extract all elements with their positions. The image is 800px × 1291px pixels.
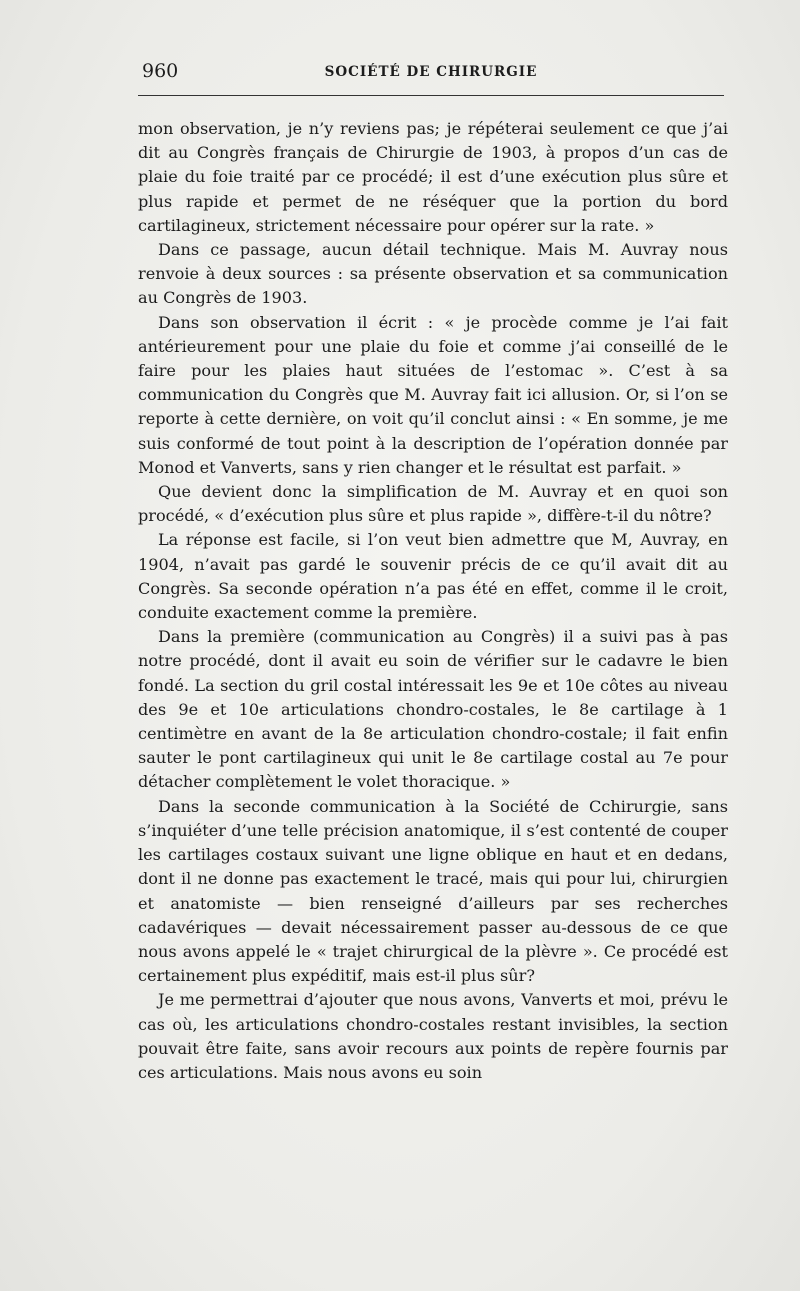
paragraph: Dans la seconde communication à la Société de Cchirurgie, sans s’inquiéter d’une telle précision anatomique, il s’est contenté de couper les cartilages costaux suivant une ligne oblique en haut et en dedans, dont il ne donne pas exactement le tracé, mais qui pour lui, chirurgien et anatomiste — bien renseigné d’ailleurs par ses recherches cadavériques — devait nécessairement passer au-dessous de ce que nous avons appelé le « trajet chirurgical de la plèvre ». Ce procédé est certainement plus expéditif, mais est-il plus sûr? (138, 796, 728, 986)
paragraph: Que devient donc la simplification de M. Auvray et en quoi son procédé, « d’exécution plus sûre et plus rapide », diffère-t-il du nôtre? (138, 482, 728, 526)
paragraph: Dans ce passage, aucun détail technique. Mais M. Auvray nous renvoie à deux sources : sa présente observation et sa communication au Congrès de 1903. (138, 240, 728, 308)
running-head (138, 54, 724, 84)
paragraph: Dans son observation il écrit : « je procède comme je l’ai fait antérieurement pour une plaie du foie et comme j’ai conseillé de le faire pour les plaies haut situées de l’estomac ». C’est à sa communication du Congrès que M. Auvray fait ici allusion. Or, si l’on se reporte à cette dernière, on voit qu’il conclut ainsi : « En somme, je me suis conformé de tout point à la description de l’opération donnée par Monod et Vanverts, sans y rien changer et le résultat est parfait. » (138, 312, 728, 477)
paragraph: mon observation, je n’y reviens pas; je répéterai seulement ce que j’ai dit au Congrès français de Chirurgie de 1903, à propos d’un cas de plaie du foie traité par ce procédé; il est d’une exécution plus sûre et plus rapide et permet de ne réséquer que la portion du bord cartilagineux, strictement nécessaire pour opérer sur la rate. » (138, 119, 728, 235)
body-text (138, 117, 728, 1085)
header-rule (138, 95, 724, 96)
paragraph: Je me permettrai d’ajouter que nous avons, Vanverts et moi, prévu le cas où, les articulations chondro-costales restant invisibles, la section pouvait être faite, sans avoir recours aux points de repère fournis par ces articulations. Mais nous avons eu soin (138, 990, 728, 1082)
journal-title: SOCIÉTÉ DE CHIRURGIE (324, 64, 538, 80)
page-number: 960 (142, 60, 179, 82)
paragraph: Dans la première (communication au Congrès) il a suivi pas à pas notre procédé, dont il avait eu soin de vérifier sur le cadavre le bien fondé. La section du gril costal intéressait les 9e et 10e côtes au niveau des 9e et 10e articulations chondro-costales, le 8e cartilage à 1 centimètre en avant de la 8e articulation chondro-costale; il fait enfin sauter le pont cartilagineux qui unit le 8e cartilage costal au 7e pour détacher complètement le volet thoracique. » (138, 627, 728, 792)
paragraph: La réponse est facile, si l’on veut bien admettre que M, Auvray, en 1904, n’avait pas gardé le souvenir précis de ce qu’il avait dit au Congrès. Sa seconde opération n’a pas été en effet, comme il le croit, conduite exactement comme la première. (138, 530, 728, 623)
